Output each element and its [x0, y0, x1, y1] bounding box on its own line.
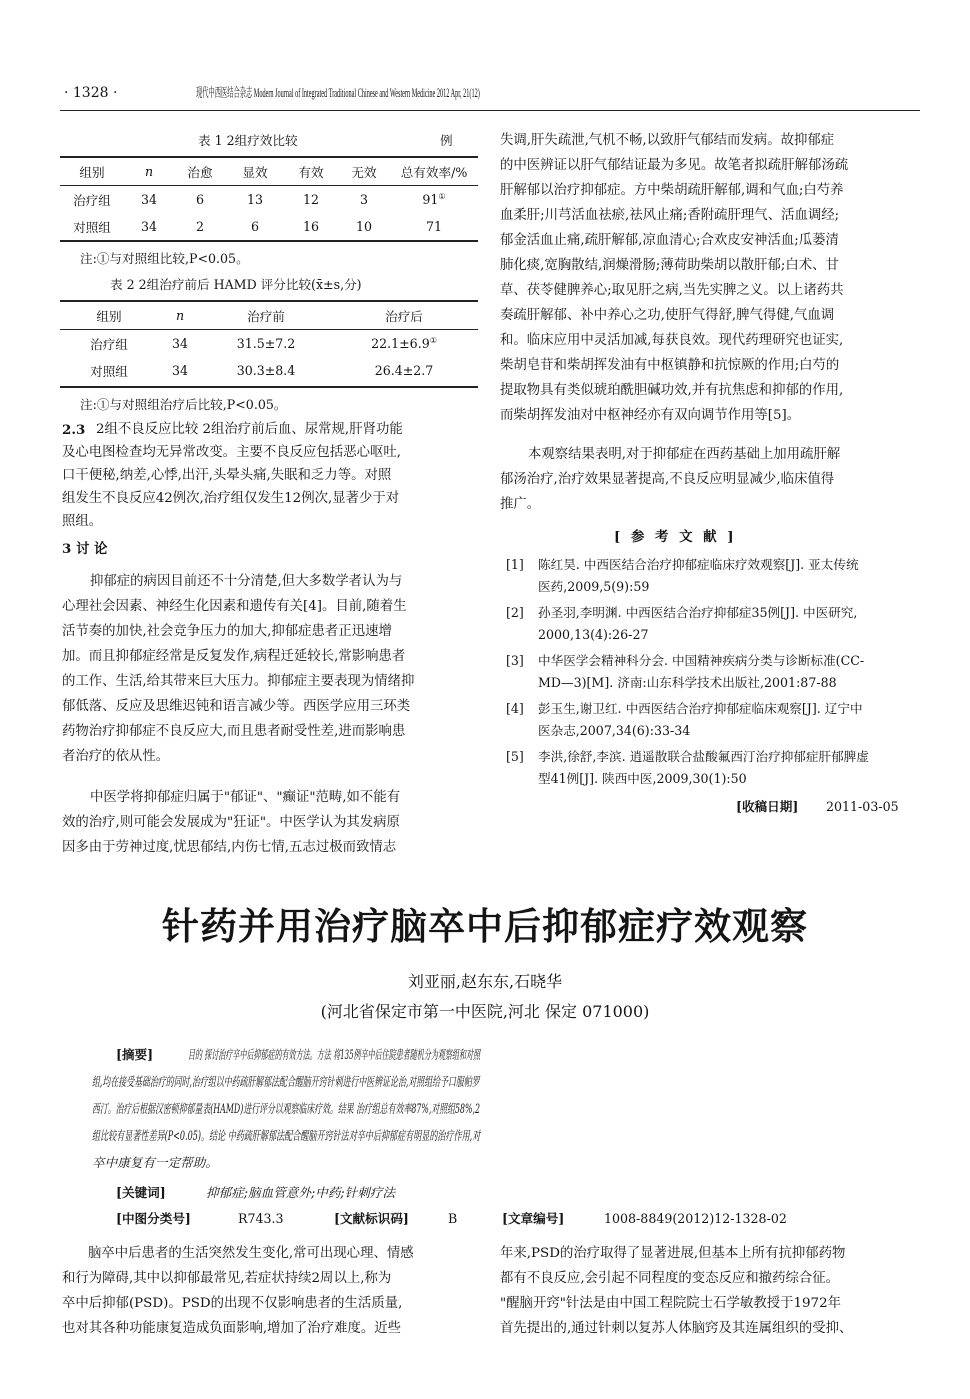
body-line: 年来,PSD的治疗取得了显著进展,但基本上所有抗抑郁药物: [500, 1246, 846, 1261]
reference-line: 医杂志,2007,34(6):33-34: [538, 723, 691, 738]
body-line: 和行为障碍,其中以抑郁最常见,若症状持续2周以上,称为: [62, 1271, 392, 1286]
table1-header: 总有效率/%: [400, 165, 468, 180]
body-line: 郁金活血止痛,疏肝解郁,凉血清心;合欢皮安神活血;瓜蒌清: [500, 233, 839, 248]
table1-cell: 治疗组: [73, 193, 111, 208]
article-authors: 刘亚丽,赵东东,石晓华: [407, 972, 563, 991]
abstract-line: 组,均在接受基础治疗的同时,治疗组以中药疏肝解郁法配合醒脑开窍针刺进行中医辨证论治,对照组给予口服帕罗: [92, 1074, 480, 1089]
significance-mark: ①: [438, 191, 446, 201]
table2-header: 组别: [96, 309, 122, 324]
table2-cell: 对照组: [90, 364, 128, 379]
table2-cell: 治疗组: [90, 337, 128, 352]
body-line: 推广。: [500, 497, 541, 512]
body-line: 脑卒中后患者的生活突然发生变化,常可出现心理、情感: [88, 1246, 414, 1261]
table2-header-row: [60, 302, 478, 330]
reference-number: [1]: [506, 557, 524, 572]
reference-line: 型41例[J]. 陕西中医,2009,30(1):50: [538, 771, 747, 786]
body-line: 也对其各种功能康复造成负面影响,增加了治疗难度。近些: [62, 1321, 402, 1336]
received-date: 2011-03-05: [826, 799, 899, 814]
article-title: 针药并用治疗脑卒中后抑郁症疗效观察: [162, 905, 808, 948]
abstract-line: 卒中康复有一定帮助。: [92, 1155, 218, 1170]
article-affiliation: (河北省保定市第一中医院,河北 保定 071000): [320, 1002, 650, 1021]
abstract-label: [摘要]: [116, 1047, 154, 1062]
table2-header: n: [175, 308, 185, 323]
table-row: [60, 357, 478, 384]
reference-line: 2000,13(4):26-27: [538, 627, 649, 642]
significance-mark: ①: [429, 335, 437, 345]
table1-header: 有效: [298, 165, 324, 180]
body-line: 失调,肝失疏泄,气机不畅,以致肝气郁结而发病。故抑郁症: [500, 133, 835, 148]
table1-cell: 13: [246, 192, 264, 207]
table1-cell: 6: [250, 219, 259, 234]
table1-header-row: [60, 158, 478, 186]
table1-header: 治愈: [187, 165, 213, 180]
table1-cell: 6: [195, 192, 204, 207]
table1-header: 组别: [79, 165, 105, 180]
article-no-label: [文章编号]: [502, 1211, 565, 1226]
keywords: 抑郁症;脑血管意外;中药;针刺疗法: [206, 1185, 396, 1200]
body-line: "醒脑开窍"针法是由中国工程院院士石学敏教授于1972年: [500, 1296, 841, 1311]
reference-line: 陈红昊. 中西医结合治疗抑郁症临床疗效观察[J]. 亚太传统: [538, 557, 859, 572]
reference-number: [4]: [506, 701, 524, 716]
abstract-line: 目的 探讨治疗卒中后抑郁症的有效方法。方法 将135例卒中后住院患者随机分为观察组和对照: [188, 1047, 481, 1062]
table2-value: 22.1±6.9: [371, 336, 430, 351]
body-line: 郁低落、反应及思维迟钝和语言减少等。西医学应用三环类: [62, 699, 411, 714]
body-line: 中医学将抑郁症归属于"郁证"、"癫证"范畴,如不能有: [90, 790, 401, 805]
body-line: 提取物具有类似琥珀酰胆碱功效,并有抗焦虑和抑郁的作用,: [500, 383, 844, 398]
section-3-heading: 3 讨 论: [62, 541, 108, 557]
table2-cell: 30.3±8.4: [236, 363, 296, 378]
body-line: 首先提出的,通过针刺以复苏人体脑窍及其连属组织的受抑、: [500, 1321, 853, 1336]
clc-value: R743.3: [238, 1211, 284, 1226]
table2-header: 治疗前: [247, 309, 285, 324]
table2-cell: 31.5±7.2: [236, 336, 296, 351]
table-row: [60, 213, 478, 240]
body-line: 加。而且抑郁症经常是反复发作,病程迁延较长,常影响患者: [62, 649, 406, 664]
body-line: 柴胡皂苷和柴胡挥发油有中枢镇静和抗惊厥的作用;白芍的: [500, 358, 840, 373]
page-number: · 1328 ·: [64, 85, 118, 101]
clc-label: [中图分类号]: [116, 1211, 191, 1226]
reference-number: [5]: [506, 749, 524, 764]
table2-cell: 34: [171, 363, 189, 378]
table1-bottom-rule: [60, 240, 478, 242]
body-line: 抑郁症的病因目前还不十分清楚,但大多数学者认为与: [90, 574, 403, 589]
body-line: 血柔肝;川芎活血祛瘀,祛风止痛;香附疏肝理气、活血调经;: [500, 208, 840, 223]
table1-value: 91: [422, 192, 439, 207]
references-heading: [ 参 考 文 献 ]: [614, 529, 737, 545]
table1-cell: 2: [195, 219, 204, 234]
body-line: 的工作、生活,给其带来巨大压力。抑郁症主要表现为情绪抑: [62, 674, 415, 689]
doc-code-value: B: [448, 1211, 458, 1226]
table1: [60, 158, 478, 240]
body-line: 药物治疗抑郁症不良反应大,而且患者耐受性差,进而影响患: [62, 724, 406, 739]
body-line: 郁汤治疗,治疗效果显著提高,不良反应明显减少,临床值得: [500, 472, 835, 487]
table2: [60, 302, 478, 384]
table1-cell: 3: [359, 192, 368, 207]
table2-note: 注:①与对照组治疗后比较,P<0.05。: [80, 397, 287, 412]
reference-line: 彭玉生,谢卫红. 中西医结合治疗抑郁症临床观察[J]. 辽宁中: [538, 701, 863, 716]
reference-line: 孙圣羽,李明渊. 中西医结合治疗抑郁症35例[J]. 中医研究,: [538, 605, 858, 620]
body-line: 因多由于劳神过度,忧思郁结,内伤七情,五志过极而致情志: [62, 840, 397, 855]
table1-header: 无效: [351, 165, 377, 180]
header-rule: [60, 110, 920, 111]
table1-cell: 对照组: [73, 220, 111, 235]
body-line: 肺化痰,宽胸散结,润燥滑肠;薄荷助柴胡以散肝郁;白术、甘: [500, 258, 839, 273]
body-line: 者治疗的依从性。: [62, 749, 170, 764]
body-line: 心理社会因素、神经生化因素和遗传有关[4]。目前,随着生: [62, 599, 407, 614]
body-line: 都有不良反应,会引起不同程度的变态反应和撤药综合征。: [500, 1271, 840, 1286]
table1-header: 显效: [242, 165, 268, 180]
body-line: 肝解郁以治疗抑郁症。方中柴胡疏肝解郁,调和气血;白芍养: [500, 183, 844, 198]
article-no-value: 1008-8849(2012)12-1328-02: [604, 1211, 787, 1226]
body-line: 口干便秘,纳差,心悸,出汗,头晕头痛,失眠和乏力等。对照: [62, 468, 392, 483]
journal-header: 现代中西医结合杂志 Modern Journal of Integrated Traditional Chinese and Western Medicine 2012 Apr, 21(12): [196, 85, 480, 100]
body-line: 卒中后抑郁(PSD)。PSD的出现不仅影响患者的生活质量,: [62, 1296, 403, 1311]
table2-bottom-rule: [60, 386, 478, 388]
table1-header: n: [144, 164, 154, 179]
table1-cell: 34: [140, 192, 158, 207]
table-row: [60, 186, 478, 214]
doc-code-label: [文献标识码]: [334, 1211, 409, 1226]
body-line: 组发生不良反应42例次,治疗组仅发生12例次,显著少于对: [62, 491, 400, 506]
reference-line: 李洪,徐舒,李滨. 逍遥散联合盐酸氟西汀治疗抑郁症肝郁脾虚: [538, 749, 869, 764]
table1-cell: 71: [425, 219, 443, 234]
reference-number: [2]: [506, 605, 524, 620]
reference-line: 中华医学会精神科分会. 中国精神疾病分类与诊断标准(CC-: [538, 653, 865, 668]
table1-cell: 10: [355, 219, 373, 234]
table-row: [60, 330, 478, 358]
body-line: 草、茯苓健脾养心;取见肝之病,当先实脾之义。以上诸药共: [500, 283, 844, 298]
table1-note: 注:①与对照组比较,P<0.05。: [80, 251, 249, 266]
reference-line: 医药,2009,5(9):59: [538, 579, 650, 594]
table2-title: 表 2 2组治疗前后 HAMD 评分比较(x̄±s,分): [110, 277, 362, 292]
reference-number: [3]: [506, 653, 524, 668]
table2-header: 治疗后: [385, 309, 423, 324]
table2-cell: 26.4±2.7: [374, 363, 434, 378]
abstract-line: 西汀。治疗后根据汉密顿抑郁量表(HAMD)进行评分以观察临床疗效。结果 治疗组总有效率87%,对照组58%,2: [92, 1101, 481, 1116]
table1-cell: 16: [302, 219, 320, 234]
body-line: 2组不良反应比较 2组治疗前后血、尿常规,肝肾功能: [96, 422, 403, 437]
abstract-line: 组比较有显著性差异(P<0.05)。结论 中药疏肝解郁法配合醒脑开窍针法对卒中后抑郁症有明显的治疗作用,对: [92, 1128, 481, 1143]
body-line: 照组。: [62, 514, 103, 529]
body-line: 及心电图检查均无异常改变。主要不良反应包括恶心呕吐,: [62, 445, 402, 460]
section-2-3-number: 2.3: [62, 422, 86, 438]
body-line: 效的治疗,则可能会发展成为"狂证"。中医学认为其发病原: [62, 815, 400, 830]
received-label: [收稿日期]: [736, 799, 799, 814]
body-line: 奏疏肝解郁、补中养心之功,使肝气得舒,脾气得健,气血调: [500, 308, 835, 323]
table1-unit: 例: [440, 133, 453, 148]
table2-cell: [330, 330, 478, 358]
body-line: 而柴胡挥发油对中枢神经亦有双向调节作用等[5]。: [500, 408, 801, 423]
table1-cell: 12: [302, 192, 320, 207]
body-line: 本观察结果表明,对于抑郁症在西药基础上加用疏肝解: [528, 447, 841, 462]
body-line: 和。临床应用中灵活加减,每获良效。现代药理研究也证实,: [500, 333, 844, 348]
table1-cell: [390, 186, 478, 214]
body-line: 的中医辨证以肝气郁结证最为多见。故笔者拟疏肝解郁汤疏: [500, 158, 849, 173]
table1-title: 表 1 2组疗效比较: [198, 133, 298, 148]
table2-cell: 34: [171, 336, 189, 351]
table1-cell: 34: [140, 219, 158, 234]
keywords-label: [关键词]: [116, 1185, 166, 1200]
body-line: 活节奏的加快,社会竞争压力的加大,抑郁症患者正迅速增: [62, 624, 392, 639]
reference-line: MD—3)[M]. 济南:山东科学技术出版社,2001:87-88: [538, 675, 837, 690]
